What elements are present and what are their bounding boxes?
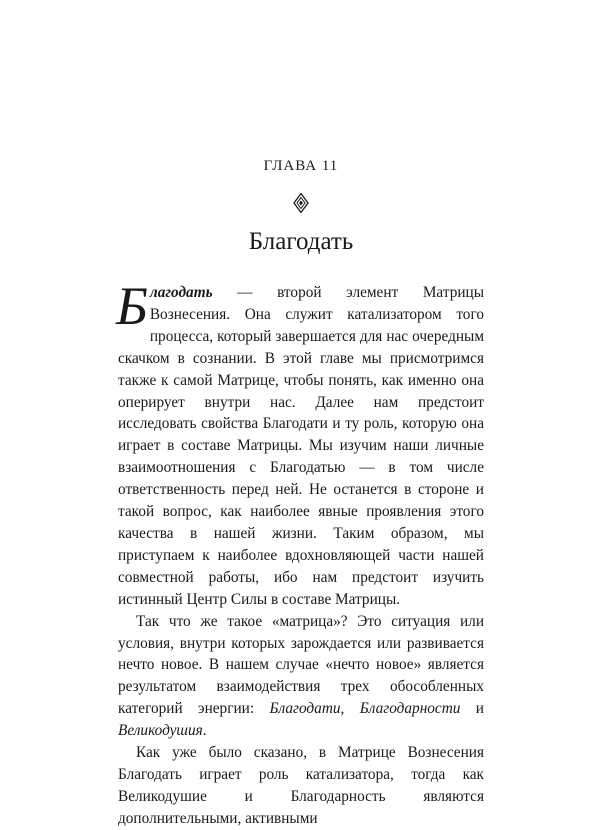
paragraph-1	[116, 276, 484, 611]
book-page	[116, 0, 484, 827]
paragraph-2-conjunction: и	[460, 700, 484, 718]
paragraph-3-text: Как уже было сказано, в Матрице Вознесения Благодать играет роль катализатора, тогда как Великодушие и Благодарность являются дополнительными, активными	[118, 744, 484, 827]
chapter-label: ГЛАВА 11	[263, 158, 339, 174]
paragraph-2	[118, 611, 484, 742]
chapter-title: Благодать	[248, 228, 354, 255]
lead-term: лагодать	[149, 284, 213, 301]
paragraph-2-emphasis-2: Великодушия	[118, 722, 203, 740]
chapter-body	[116, 276, 484, 830]
paragraph-2-emphasis-1: Благодати, Благодарности	[269, 700, 461, 718]
paragraph-2-text: Так что же такое «матрица»? Это ситуация или условия, внутри которых зарождается или развивается нечто новое. В нашем случае «нечто новое» является результатом взаимодействия трех обособленных категорий энергии:	[118, 612, 484, 718]
drop-cap: Б	[116, 276, 148, 336]
paragraph-1-text: — второй элемент Матрицы Вознесения. Она служит катализатором того процесса, который завершается для нас очередным скачком в сознании. В этой главе мы присмотримся также к самой Матрице, чтобы понять, как именно она оперирует внутри нас. Далее нам предстоит исследовать свойства Благодати и ту роль, которую она играет в составе Матрицы. Мы изучим наши личные взаимоотношения с Благодатью — в том числе ответственность перед ней. Не останется в стороне и такой вопрос, как наиболее явные проявления этого качества в нашей жизни. Таким образом, мы приступаем к наиболее вдохновляющей части нашей совместной работы, ибо нам предстоит изучить истинный Центр Силы в составе Матрицы.	[118, 284, 484, 608]
paragraph-3	[118, 742, 484, 830]
paragraph-2-end: .	[202, 722, 207, 740]
diamond-ornament-icon	[293, 193, 309, 213]
